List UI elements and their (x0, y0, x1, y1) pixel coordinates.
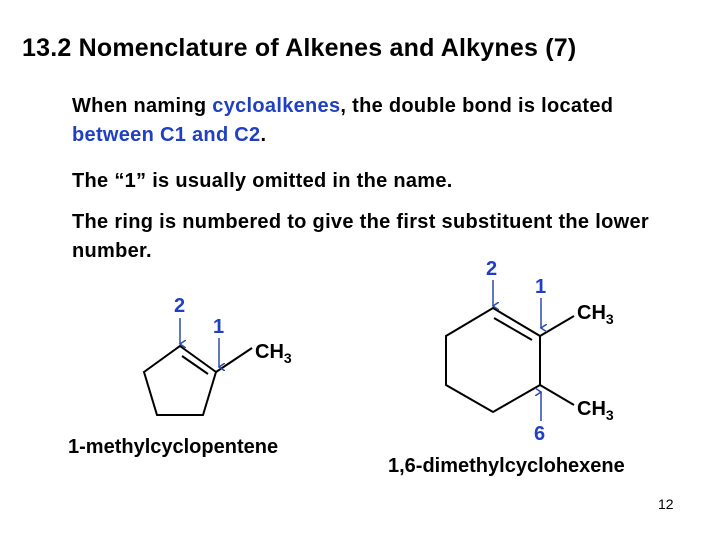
paragraph-numbering-rule: The ring is numbered to give the first substituent the lower number. (72, 211, 649, 262)
para1-text-b: , the double bond is located (340, 95, 614, 117)
locant-6-right: 6 (534, 423, 546, 445)
slide-title: 13.2 Nomenclature of Alkenes and Alkynes (7) (22, 34, 577, 62)
methyl-bond-c1 (540, 316, 574, 336)
methyl-bond (216, 348, 252, 372)
locant-1-left: 1 (213, 316, 225, 338)
locant-1-right: 1 (535, 276, 547, 298)
cyclopentene-ring (144, 346, 216, 415)
locant-2-right: 2 (486, 258, 498, 280)
caption-1-methylcyclopentene: 1-methylcyclopentene (68, 436, 279, 458)
methyl-group-c6: $CH_3$ (577, 398, 614, 423)
page-number: 12 (658, 496, 674, 512)
methyl-group-left: $CH_3$ (255, 341, 292, 366)
term-cycloalkenes: cycloalkenes (212, 95, 341, 117)
double-bond-line (182, 356, 208, 374)
term-c1-c2: between C1 and C2 (72, 124, 261, 146)
para1-text-a: When naming (72, 95, 213, 117)
cyclohexene-structure (446, 258, 614, 445)
paragraph-omit-one: The “1” is usually omitted in the name. (72, 170, 453, 192)
methyl-bond-c6 (540, 385, 574, 405)
caption-dimethylcyclohexene: 1,6-dimethylcyclohexene (388, 455, 625, 477)
cyclopentene-structure (144, 295, 292, 415)
para1-text-c: . (260, 124, 267, 146)
methyl-group-c1: $CH_3$ (577, 302, 614, 327)
cyclohexene-ring (446, 308, 540, 412)
locant-2-left: 2 (174, 295, 186, 317)
